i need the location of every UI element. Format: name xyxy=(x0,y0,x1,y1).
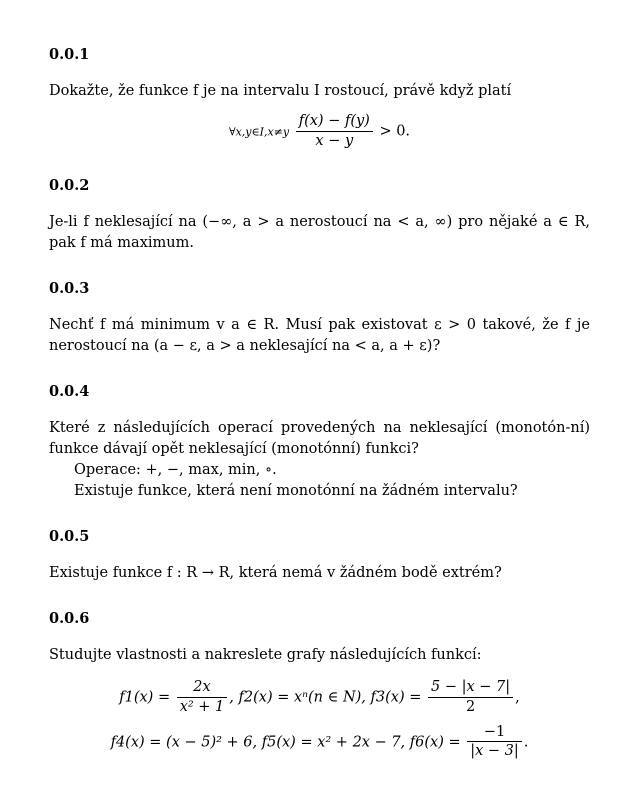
section-number: 0.0.5 xyxy=(49,527,90,545)
f6-numerator: −1 xyxy=(467,723,522,743)
functions-line-1 xyxy=(49,678,590,717)
exercise-text: Studujte vlastnosti a nakreslete grafy následujících funkcí: xyxy=(49,646,482,663)
functions-line-2 xyxy=(49,723,590,762)
display-equation xyxy=(49,112,590,151)
denominator: x − y xyxy=(315,132,354,149)
exercise-0-0-4 xyxy=(49,381,590,502)
exercise-text: Je-li f neklesající na (−∞, a > a nerostoucí na < a, ∞) pro nějaké a ∈ R, pak f má maximum. xyxy=(49,213,590,251)
f6-denominator: |x − 3| xyxy=(470,743,519,760)
f1-numerator: 2x xyxy=(177,678,228,698)
exercise-text: Nechť f má minimum v a ∈ R. Musí pak existovat ε > 0 takové, že f je nerostoucí na (a − ε, a > a neklesající na < a, a + ε)? xyxy=(49,316,590,354)
question-line: Existuje funkce, která není monotónní na žádném intervalu? xyxy=(74,482,518,499)
f6-fraction xyxy=(467,723,522,762)
exercise-0-0-6 xyxy=(49,608,590,761)
f3-fraction xyxy=(428,678,513,717)
f3-end: , xyxy=(515,689,520,706)
f4-f5-definitions: f4(x) = (x − 5)² + 6, f5(x) = x² + 2x − 7, xyxy=(110,733,406,750)
f1-denominator: x² + 1 xyxy=(179,698,225,715)
f3-denominator: 2 xyxy=(465,698,476,715)
section-number: 0.0.1 xyxy=(49,46,90,63)
numerator: f(x) − f(y) xyxy=(296,112,373,132)
section-number: 0.0.6 xyxy=(49,609,90,627)
f3-lhs: f3(x) = xyxy=(370,689,422,706)
section-number: 0.0.3 xyxy=(49,279,90,297)
section-number: 0.0.4 xyxy=(49,382,90,400)
exercise-0-0-3 xyxy=(49,278,590,357)
inequality-rhs: > 0. xyxy=(379,123,411,140)
f1-lhs: f1(x) = xyxy=(119,689,171,706)
operations-line: Operace: +, −, max, min, ∘. xyxy=(74,461,277,478)
exercise-0-0-2 xyxy=(49,175,590,254)
exercise-0-0-1 xyxy=(49,44,590,151)
exercise-0-0-5 xyxy=(49,526,590,584)
f3-numerator: 5 − |x − 7| xyxy=(428,678,513,698)
exercise-text: Které z následujících operací provedených na neklesající (monotón-ní) funkce dávají opět neklesající (monotónní) funkci? xyxy=(49,419,590,457)
section-number: 0.0.2 xyxy=(49,176,90,194)
f2-definition: , f2(x) = xⁿ(n ∈ N), xyxy=(229,689,366,706)
fraction xyxy=(296,112,373,151)
quantifier: ∀x,y∈I,x≠y xyxy=(228,125,290,139)
f1-fraction xyxy=(177,678,228,717)
f6-end: . xyxy=(523,733,529,750)
f6-lhs: f6(x) = xyxy=(409,733,461,750)
document-page xyxy=(49,44,590,785)
exercise-text: Dokažte, že funkce f je na intervalu I rostoucí, právě když platí xyxy=(49,83,512,100)
exercise-text: Existuje funkce f : R → R, která nemá v žádném bodě extrém? xyxy=(49,564,502,581)
